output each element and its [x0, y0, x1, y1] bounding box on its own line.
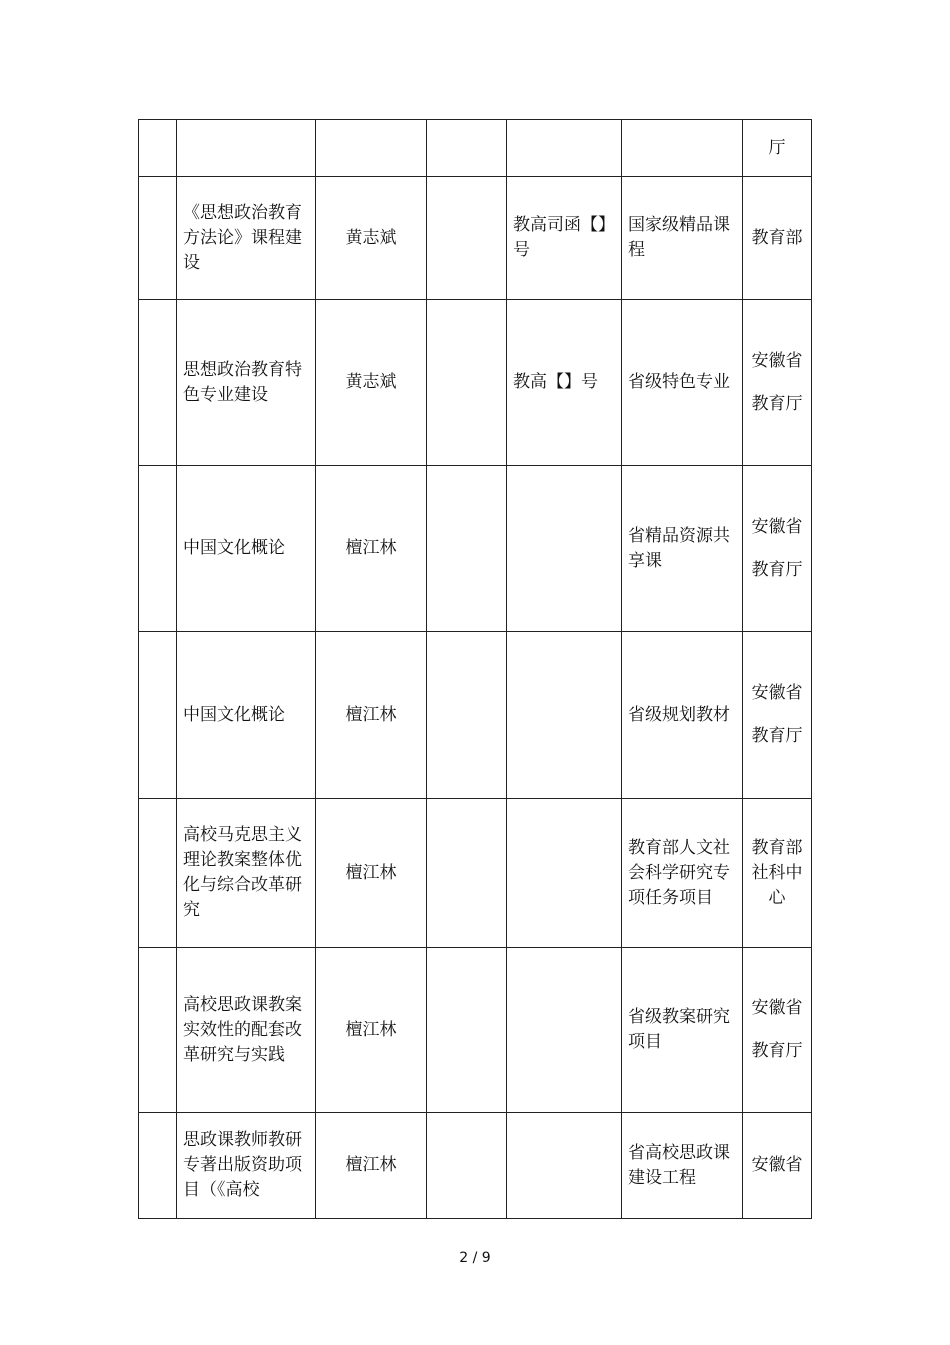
project-cell: 思政课教师教研专著出版资助项目（《高校	[177, 1113, 316, 1219]
level-cell: 省级规划教材	[622, 632, 743, 799]
project-cell: 思想政治教育特色专业建设	[177, 300, 316, 466]
person-cell	[316, 120, 427, 177]
level-cell: 国家级精品课程	[622, 177, 743, 300]
doc-number-cell	[507, 120, 622, 177]
level-cell: 教育部人文社会科学研究专项任务项目	[622, 799, 743, 948]
number-cell	[139, 799, 177, 948]
issuer-cell	[743, 799, 812, 948]
doc-number-cell	[507, 466, 622, 632]
issuer-line: 厅	[768, 137, 786, 158]
doc-number-cell	[507, 948, 622, 1113]
doc-number-cell: 教高司函【】号	[507, 177, 622, 300]
number-cell	[139, 300, 177, 466]
level-cell: 省精品资源共享课	[622, 466, 743, 632]
doc-number-cell	[507, 632, 622, 799]
project-cell: 高校马克思主义理论教案整体优化与综合改革研究	[177, 799, 316, 948]
number-cell	[139, 1113, 177, 1219]
table-row	[139, 632, 812, 799]
issuer-line: 安徽省	[751, 1155, 803, 1175]
blank-cell	[427, 632, 507, 799]
person-cell: 檀江林	[316, 799, 427, 948]
table-row	[139, 177, 812, 300]
table-row	[139, 300, 812, 466]
doc-number-cell: 教高【】号	[507, 300, 622, 466]
project-cell: 中国文化概论	[177, 466, 316, 632]
issuer-line: 教育部	[751, 227, 803, 248]
person-cell: 黄志斌	[316, 300, 427, 466]
table-row	[139, 466, 812, 632]
blank-cell	[427, 120, 507, 177]
blank-cell	[427, 466, 507, 632]
table-row	[139, 799, 812, 948]
table-row	[139, 1113, 812, 1219]
number-cell	[139, 177, 177, 300]
project-table	[138, 119, 812, 1219]
issuer-cell	[743, 120, 812, 177]
number-cell	[139, 120, 177, 177]
issuer-cell	[743, 466, 812, 632]
number-cell	[139, 632, 177, 799]
table-row	[139, 120, 812, 177]
issuer-cell	[743, 177, 812, 300]
blank-cell	[427, 300, 507, 466]
person-cell: 檀江林	[316, 632, 427, 799]
project-cell: 《思想政治教育方法论》课程建设	[177, 177, 316, 300]
project-cell: 中国文化概论	[177, 632, 316, 799]
level-cell: 省级特色专业	[622, 300, 743, 466]
number-cell	[139, 948, 177, 1113]
level-cell	[622, 120, 743, 177]
issuer-line: 教育厅	[751, 726, 803, 746]
issuer-line: 教育厅	[751, 559, 803, 580]
issuer-cell	[743, 1113, 812, 1219]
person-cell: 黄志斌	[316, 177, 427, 300]
issuer-cell	[743, 632, 812, 799]
doc-number-cell	[507, 1113, 622, 1219]
page-number: 2 / 9	[459, 1250, 491, 1266]
blank-cell	[427, 799, 507, 948]
issuer-line: 安徽省	[751, 683, 803, 703]
person-cell: 檀江林	[316, 948, 427, 1113]
level-cell: 省高校思政课建设工程	[622, 1113, 743, 1219]
table-row	[139, 948, 812, 1113]
blank-cell	[427, 948, 507, 1113]
issuer-line: 教育厅	[751, 1041, 803, 1061]
person-cell: 檀江林	[316, 1113, 427, 1219]
issuer-line: 安徽省	[751, 998, 803, 1018]
blank-cell	[427, 1113, 507, 1219]
person-cell: 檀江林	[316, 466, 427, 632]
doc-number-cell	[507, 799, 622, 948]
issuer-cell	[743, 948, 812, 1113]
number-cell	[139, 466, 177, 632]
issuer-cell	[743, 300, 812, 466]
issuer-line: 教育厅	[751, 393, 803, 414]
blank-cell	[427, 177, 507, 300]
project-cell	[177, 120, 316, 177]
issuer-line: 教育部社科中心	[751, 837, 803, 908]
issuer-line: 安徽省	[751, 350, 803, 371]
project-cell: 高校思政课教案实效性的配套改革研究与实践	[177, 948, 316, 1113]
issuer-line: 安徽省	[751, 516, 803, 537]
level-cell: 省级教案研究项目	[622, 948, 743, 1113]
